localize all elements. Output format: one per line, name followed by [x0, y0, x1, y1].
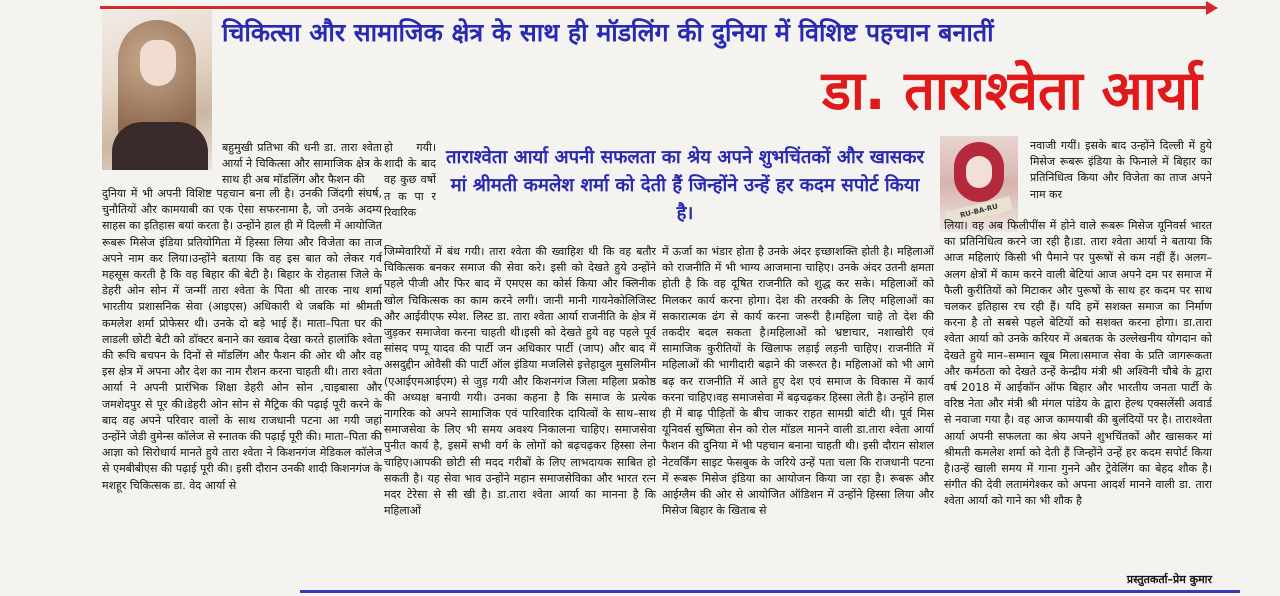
portrait-face-shape — [140, 40, 176, 86]
portrait-dress-shape — [112, 122, 208, 170]
portrait-photo — [102, 10, 212, 170]
column-1-body: दुनिया में भी अपनी विशिष्ट पहचान बना ली है। उनकी जिंदगी संघर्ष, चुनौतियों और कामयाबी का एक ऐसा सफरनामा है, जो उनके अदम्य साहस का इतिहास बयां करता है। उन्होंने हाल ही में दिल्ली में आयोजित रूबरू मिसेज इंडिया प्रतियोगिता में हिस्सा लिया और विजेता का ताज अपने नाम कर लिया।उन्होंने बताया कि वह इस बात को लेकर गर्व महसूस करती है कि वह बिहार की बेटी है। बिहार के रोहतास जिले के डेहरी ओन सोन में जन्मीं तारा श्वेता के पिता श्री तारक नाथ शर्मा भारतीय प्रशासनिक सेवा (आइएस) अधिकारी थे जबकि मां श्रीमती कमलेश शर्मा प्रोफेसर थी। उनके दो बड़े भाई हैं। माता–पिता घर की लाडली छोटी बेटी को डॉक्टर बनाने का ख्वाब देखा करते हालांकि श्वेता की रूचि बचपन के दिनों से मॉडलिंग और फैशन की ओर थी और वह इस क्षेत्र में अपना और देश का नाम रौशन करना चाहती थी। तारा श्वेता आर्या ने अपनी प्रारंभिक शिक्षा डेहरी ओन सोन ,चाइबासा और जमशेदपुर से पूर की।डेहरी ओन सोन से मैट्रिक की पढ़ाई पूरी करने के बाद वह अपने परिवार वालों के साथ राजधानी पटना आ गयी जहां उन्होंने जेडी वुमेन्स कॉलेज से स्नातक की पढ़ाई पूरी की। माता–पिता की आज्ञा को सिरोधार्य मानते हुये तारा श्वेता ने किशनगंज मेडिकल कॉलेज से एमबीबीएस की पढ़ाई पूरी की। इसी दौरान उनकी शादी किशनगंज के मशहूर चिकित्सक डा. वेद आर्या से — [102, 187, 382, 492]
red-arrow-icon — [1206, 1, 1218, 15]
crowned-face-shape — [966, 156, 992, 188]
column-4-intro: नवाजी गयीं। इसके बाद उन्होंने दिल्ली में हुये मिसेज रूबरू इंडिया के फिनाले में बिहार का प्रतिनिधित्व किया और विजेता का ताज अपने नाम कर — [1030, 139, 1212, 201]
bottom-blue-rule — [300, 590, 1240, 593]
column-4-body: लिया। वह अब फिलीपींस में होने वाले रूबरू मिसेज यूनिवर्स भारत का प्रतिनिधित्व करने जा रही है।डा. तारा श्वेता आर्या ने बताया कि आज महिलाएं किसी भी पैमाने पर पुरूषों से कम नहीं हैं। अलग–अलग क्षेत्रों में काम करने वाली बेटियां आज अपने दम पर समाज में फैली कुरीतियों को मिटाकर और पुरूषों के साथ हर कदम पर साथ चलकर इतिहास रच रही हैं। यदि हमें सशक्त समाज का निर्माण करना है तो सबसे पहले बेटियों को सशक्त करना होगा। डा.तारा श्वेता आर्या को उनके करियर में अबतक के उल्लेखनीय योगदान को देखते हुये मान–सम्मान खूब मिला।समाज सेवा के प्रति जागरूकता और कर्मठता को देखते उन्हें केन्द्रीय मंत्री श्री अश्विनी चौबे के द्वारा वर्ष 2018 में आईकॉन ऑफ बिहार और भारतीय जनता पार्टी के वरिष्ठ नेता और मंत्री श्री मंगल पांडेय के द्वारा हेल्थ एक्सलेंसी अवार्ड से नवाजा गया है। वह आज कामयाबी की बुलंदियों पर है। ताराश्वेता आर्या अपनी सफलता का श्रेय अपने शुभचिंतकों और खासकर मां श्रीमती कमलेश शर्मा को देती हैं जिन्होंने उन्हें हर कदम सपोर्ट किया है।उन्हें खाली समय में गाना गुनने और ट्रेवेलिंग का बेहद शौक है। संगीत की देवी लतामंगेश्कर को अपना आदर्श मानने वाली डा. तारा श्वेता आर्या को गाने का भी शौक है — [944, 219, 1212, 508]
top-red-rule — [100, 6, 1208, 9]
sash-label: RU-BA-RU — [945, 196, 1012, 226]
author-credit: प्रस्तुतकर्ता–प्रेम कुमार — [1126, 573, 1212, 586]
column-2-body: जिम्मेवारियों में बंध गयी। तारा श्वेता की ख्वाहिश थी कि वह बतौर चिकित्सक बनकर समाज की सेवा करे। इसी को देखते हुये उन्होंने पहले पीजी और फिर बाद में एमएस का कोर्स किया और क्लिनीक खोल चिकित्सक का काम करने लगी। जानी मानी गायनेकोलिजिस्ट और आईवीएफ स्पेश. लिस्ट डा. तारा श्वेता आर्या राजनीति के क्षेत्र में जुड़कर समाजेवा करना चाहती थी।इसी को देखते हुये वह पहले पूर्व सांसद पप्पू यादव की पार्टी जन अधिकार पार्टी (जाप) और बाद में असदुद्दीन ओवैसी की पार्टी ऑल इंडिया मजलिसे इत्तेहादुल मुसलिमीन (एआईएमआईएम) से जुड़ गयी और किशनगंज जिला महिला प्रकोष्ठ की अध्यक्ष बनायी गयी। उनका कहना है कि समाज के प्रत्येक नागरिक को अपने सामाजिक एवं पारिवारिक दायित्वों के साथ–साथ समाजसेवा के लिए भी समय अवश्य निकालना चाहिए। समाजसेवा पुनीत कार्य है, इसमें सभी वर्ग के लोगों को बढ़चढ़कर हिस्सा लेना चाहिए।आपकी छोटी सी मदद गरीबों के लिए लाभदायक साबित हो सकती है। यह सेवा भाव उन्होंने महान समाजसेविका और भारत रत्न मदर टेरेसा से सी खी है। डा.तारा श्वेता आर्या का मानना है कि महिलाओं — [384, 245, 656, 518]
pull-quote: ताराश्वेता आर्या अपनी सफलता का श्रेय अपने शुभचिंतकों और खासकर मां श्रीमती कमलेश शर्मा को देती हैं जिन्होंने उन्हें हर कदम सपोर्ट किया है। — [445, 147, 925, 224]
headline: चिकित्सा और सामाजिक क्षेत्र के साथ ही मॉडलिंग की दुनिया में विशिष्ट पहचान बनातीं — [222, 18, 994, 47]
column-2-narrow: हो गयी। शादी के बाद वह कुछ वर्षो त क पा र रिवारिक — [384, 141, 436, 219]
column-3-body: में ऊर्जा का भंडार होता है उनके अंदर इच्छाशक्ति होती है। महिलाओं को राजनीति में भी भाग्य आजमाना चाहिए। उनके अंदर उतनी क्षमता होती है कि वह दूषित राजनीति को शुद्ध कर सके। महिलाओं को मिलकर कार्य करना होगा। देश की तरक्की के लिए महिलाओं का सकारात्मक ढंग से कार्य करना जरूरी है।महिला चाहे तो देश की तकदीर बदल सकता है।महिलाओं को भ्रष्टाचार, नशाखोरी एवं सामाजिक कुरीतियों के खिलाफ लड़ाई लड़नी चाहिए। राजनीति में महिलाओं की भागीदारी बढ़ाने की जरूरत है। महिलाओं को भी आगे बढ़ कर राजनीति में आते हुए देश एवं समाज के विकास में कार्य करना चाहिए।वह समाजसेवा में बढ़चढ़कर हिस्सा लेती है। उन्होंने हाल ही में बाढ़ पीड़ितों के बीच जाकर राहत सामग्री बांटी थी। पूर्व मिस यूनिवर्स सुष्मिता सेन को रोल मॉडल मानने वाली डा.तारा श्वेता आर्या फैशन की दुनिया में भी पहचान बनाना चाहती थी। इसी दौरान सोशल नेटवर्किंग साइट फेसबुक के जरिये उन्हें पता चला कि राजधानी पटना में रूबरू मिसेज इंडिया का आयोजन किया जा रहा है। रूबरू और आईग्लैम की ओर से आयोजित ऑडिशन में उन्होंने हिस्सा लिया और मिसेज बिहार के खिताब से — [662, 245, 934, 518]
column-1-intro: बहुमुखी प्रतिभा की धनी डा. तारा श्वेता आर्या ने चिकित्सा और सामाजिक क्षेत्र के साथ ही अब मॉडलिंग और फैशन की — [222, 141, 382, 186]
subject-name: डा. ताराश्वेता आर्या — [821, 59, 1202, 122]
